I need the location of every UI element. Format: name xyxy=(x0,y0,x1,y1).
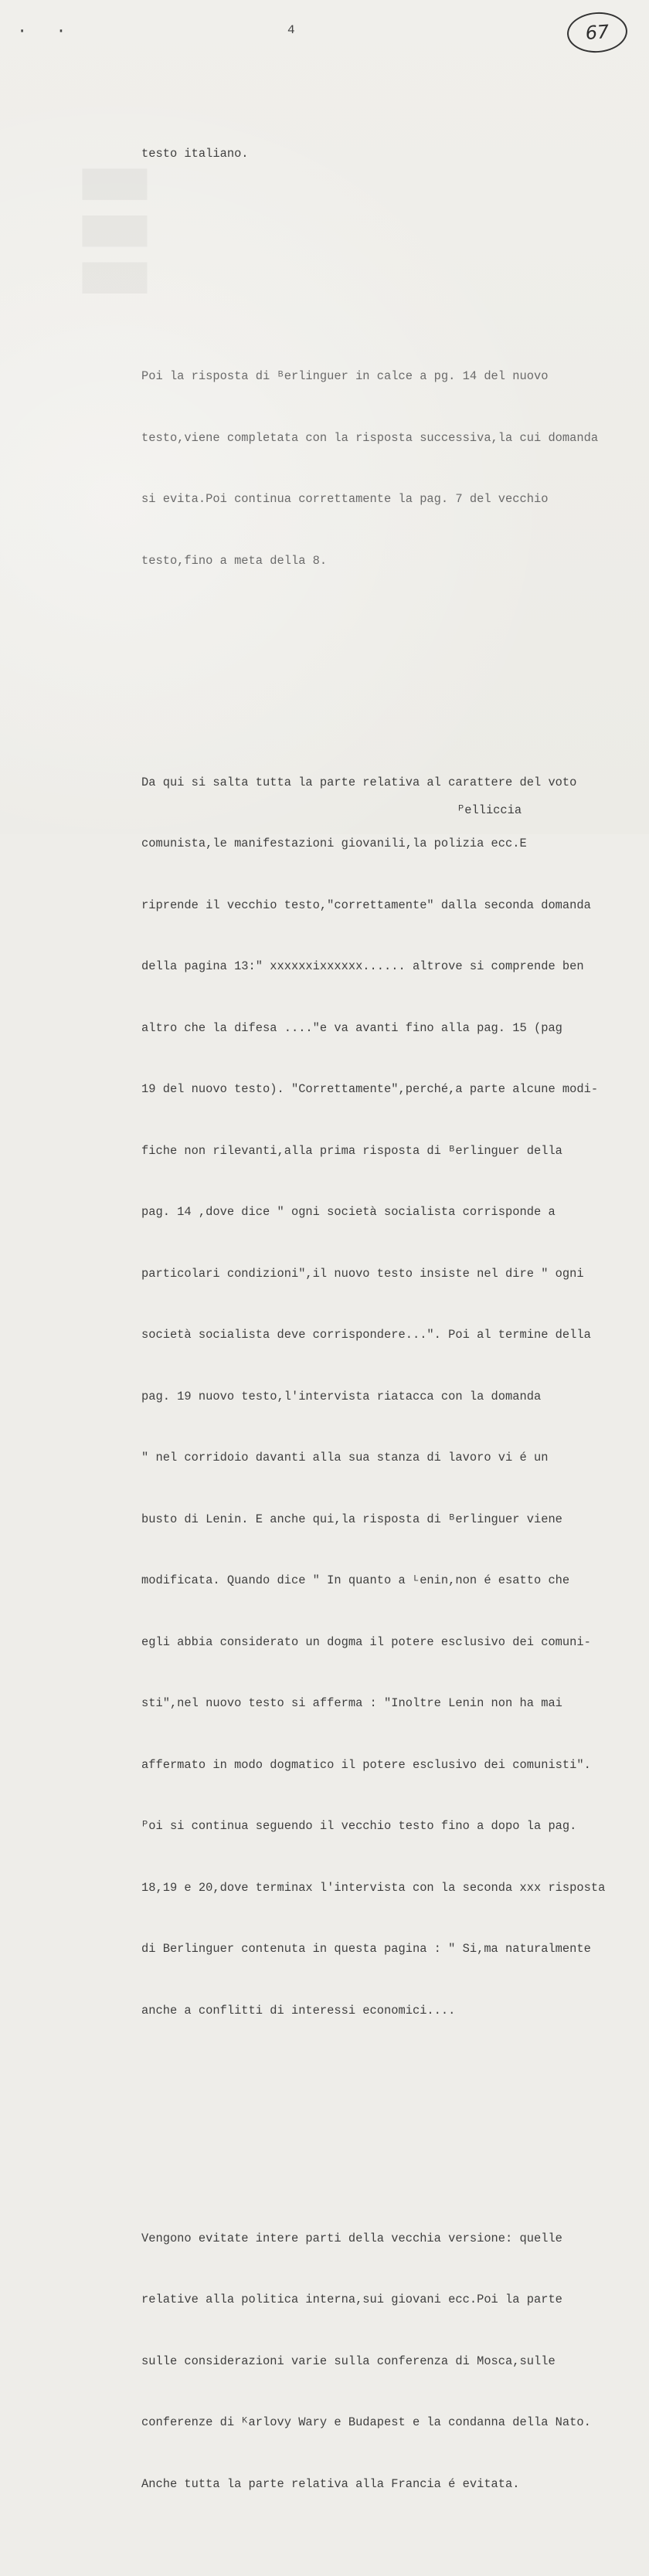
text-line: si evita.Poi continua correttamente la pag. 7 del vecchio xyxy=(141,492,549,506)
paragraph-3 xyxy=(141,731,636,2062)
text-line: ᴾoi si continua seguendo il vecchio testo fino a dopo la pag. xyxy=(141,1819,577,1833)
archive-stamp xyxy=(566,10,628,54)
text-line: Anche tutta la parte relativa alla Francia é evitata. xyxy=(141,2476,520,2491)
margin-dots: · · xyxy=(17,22,76,41)
text-line: Da qui si salta tutta la parte relativa al carattere del voto xyxy=(141,775,577,789)
text-line: egli abbia considerato un dogma il potere esclusivo dei comuni- xyxy=(141,1634,591,1649)
paragraph-2 xyxy=(141,325,636,612)
text-line: della pagina 13:" xxxxxxixxxxxx...... altrove si comprende ben xyxy=(141,959,584,973)
text-line: altro che la difesa ...."e va avanti fino alla pag. 15 (pag xyxy=(141,1020,562,1035)
paragraph-4 xyxy=(141,2187,636,2536)
text-line: anche a conflitti di interessi economici.... xyxy=(141,2003,456,2018)
text-line: modificata. Quando dice " In quanto a ᴸenin,non é esatto che xyxy=(141,1573,570,1587)
text-line: riprende il vecchio testo,"correttamente" dalla seconda domanda xyxy=(141,898,591,912)
body-text xyxy=(141,62,636,2576)
text-line: sulle considerazioni varie sulla conferenza di Mosca,sulle xyxy=(141,2354,556,2368)
text-line: di Berlinguer contenuta in questa pagina : " Si,ma naturalmente xyxy=(141,1942,591,1956)
stamp-number: 67 xyxy=(584,20,610,45)
text-line: affermato in modo dogmatico il potere esclusivo dei comunisti". xyxy=(141,1757,591,1772)
text-line: comunista,le manifestazioni giovanili,la polizia ecc.E xyxy=(141,837,527,850)
text-line: 18,19 e 20,dove terminax l'intervista con la seconda xxx risposta xyxy=(141,1880,606,1895)
text-line: testo,fino a meta della 8. xyxy=(141,553,328,568)
text-line: conferenze di ᴷarlovy Wary e Budapest e la condanna della Nato. xyxy=(141,2415,591,2429)
text-line: testo,viene completata con la risposta successiva,la cui domanda xyxy=(141,430,599,445)
text-line: " nel corridoio davanti alla sua stanza di lavoro vi é un xyxy=(141,1451,549,1464)
text-line: relative alla politica interna,sui giovani ecc.Poi la parte xyxy=(141,2293,562,2306)
text-line: fiche non rilevanti,alla prima risposta di ᴮerlinguer della xyxy=(141,1143,562,1158)
paragraph-1 xyxy=(141,103,636,205)
page-number: 4 xyxy=(287,23,295,37)
text-line: pag. 14 ,dove dice " ogni società socialista corrisponde a xyxy=(141,1205,556,1219)
text-line: Poi la risposta di ᴮerlinguer in calce a pg. 14 del nuovo xyxy=(141,369,549,383)
text-line: 19 del nuovo testo). "Correttamente",perché,a parte alcune modi- xyxy=(141,1082,599,1096)
text-line: busto di Lenin. E anche qui,la risposta di ᴮerlinguer viene xyxy=(141,1512,562,1526)
text-line: società socialista deve corrispondere...". Poi al termine della xyxy=(141,1328,591,1342)
signature: ᴾelliccia xyxy=(457,803,522,817)
text-line: sti",nel nuovo testo si afferma : "Inoltre Lenin non ha mai xyxy=(141,1696,562,1710)
bleed-through-shadow: ▮▮▮ xyxy=(58,161,157,301)
text-line: particolari condizioni",il nuovo testo insiste nel dire " ogni xyxy=(141,1266,584,1281)
text-line: Vengono evitate intere parti della vecchia versione: quelle xyxy=(141,2231,562,2245)
text-line: testo italiano. xyxy=(141,147,249,161)
text-line: pag. 19 nuovo testo,l'intervista riatacca con la domanda xyxy=(141,1389,542,1403)
